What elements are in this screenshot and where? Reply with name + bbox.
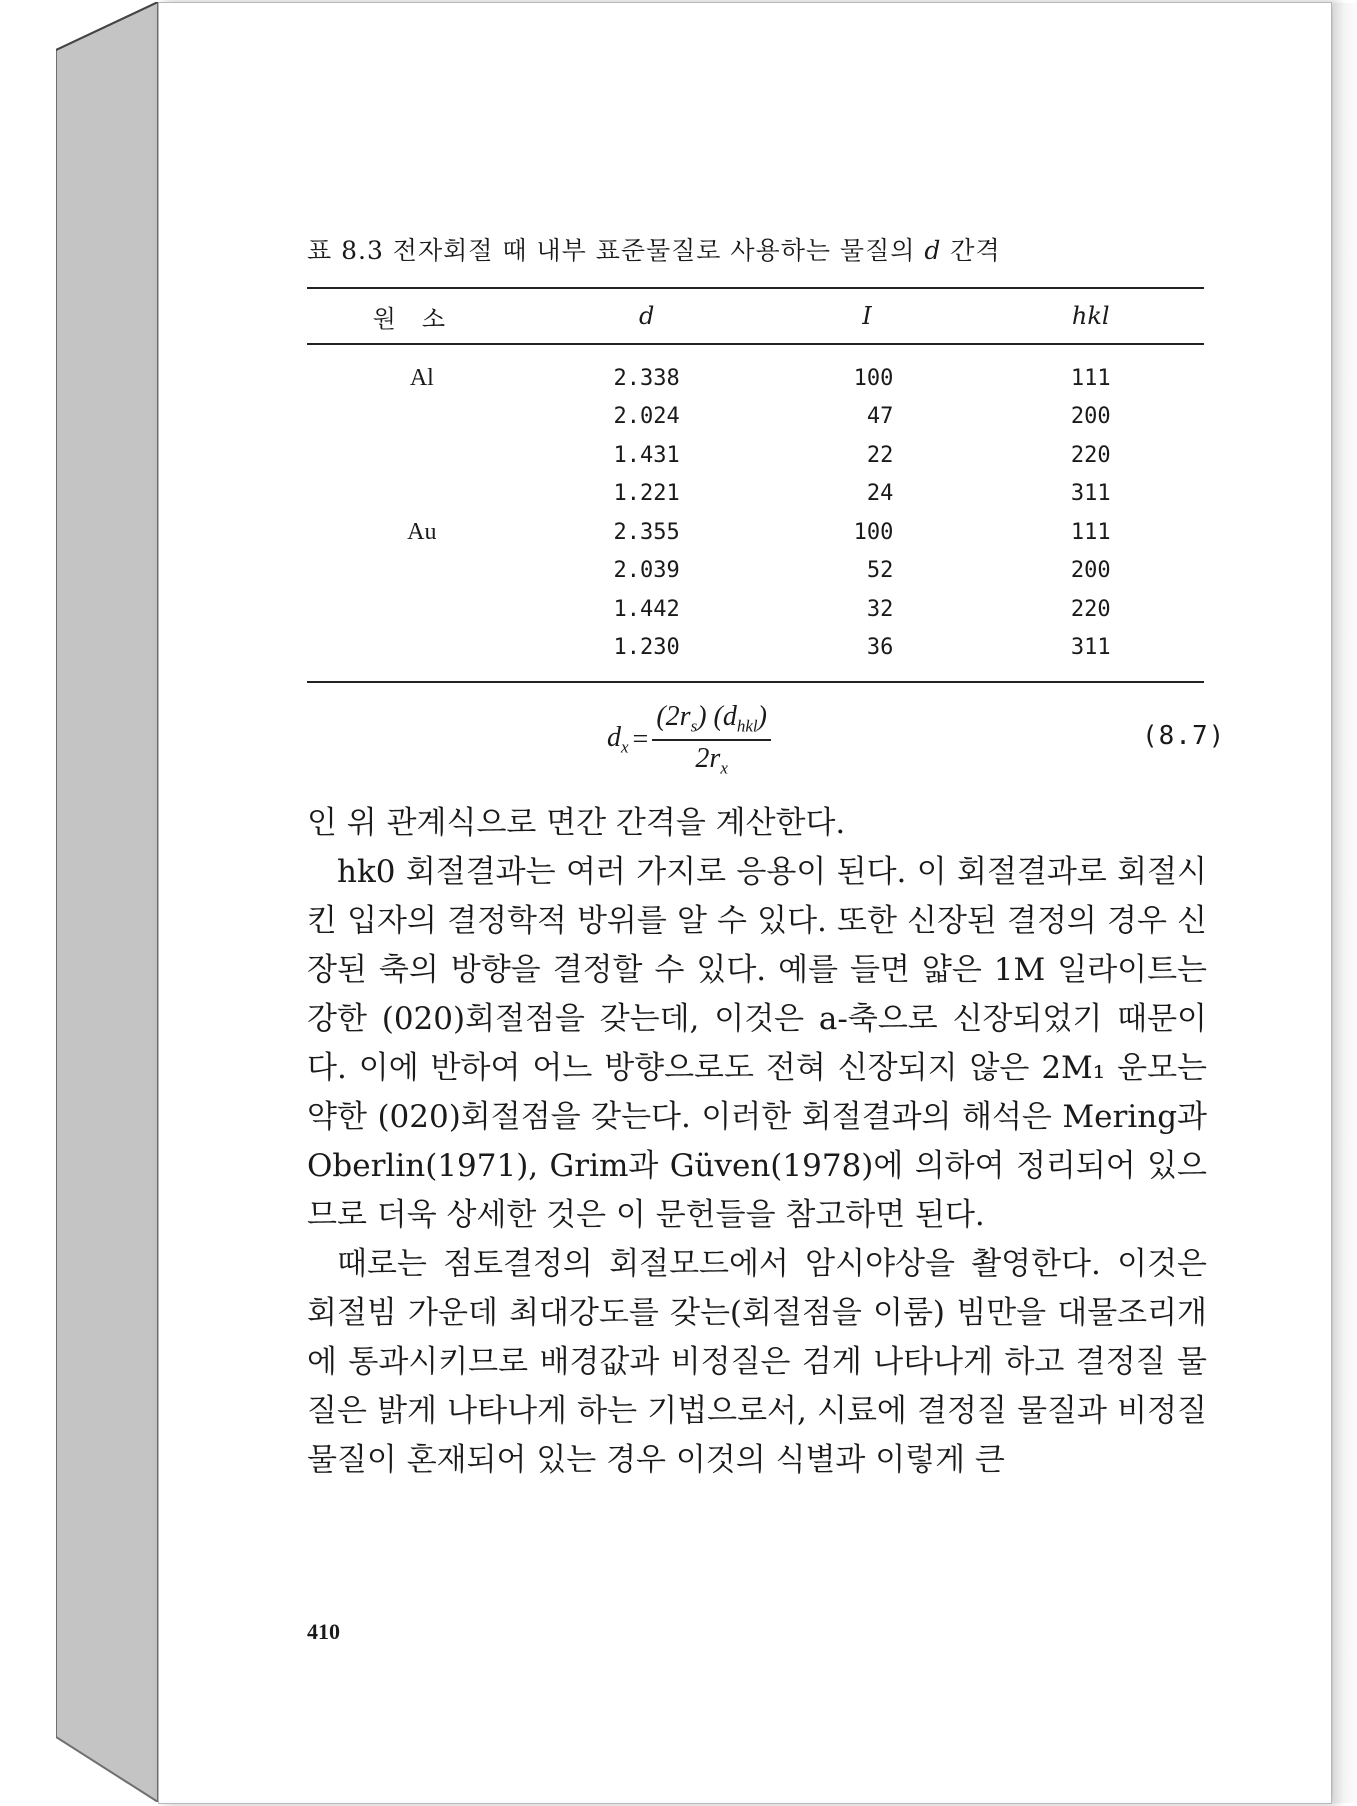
cell-intensity: 52 — [866, 558, 894, 584]
paragraph: hk0 회절결과는 여러 가지로 응용이 된다. 이 회절결과로 회절시킨 입자의 결정학적 방위를 알 수 있다. 또한 신장된 결정의 경우 신장된 축의 방향을 결정할 수 있다. 예를 들면 얇은 1M 일라이트는 강한 (020)회절점을 갖는데, 이것은 a-축으로 신장되었기 때문이다. 이에 반하여 어느 방향으로도 전혀 신장되지 않은 2M₁ 운모는 약한 (020)회절점을 갖는다. 이러한 회절결과의 해석은 Mering과 Oberlin(1971), Grim과 Güven(1978)에 의하여 정리되어 있으므로 더욱 상세한 것은 이 문헌들을 참고하면 된다. — [307, 854, 1207, 1233]
cell-d: 1.221 — [613, 481, 680, 507]
table-row — [307, 552, 1204, 591]
cell-element — [307, 398, 537, 437]
cell-hkl: 311 — [977, 629, 1204, 683]
equation-number: (8.7) — [1142, 721, 1226, 751]
paragraph: 때로는 점토결정의 회절모드에서 암시야상을 촬영한다. 이것은 회절빔 가운데 최대강도를 갖는(회절점을 이룸) 빔만을 대물조리개에 통과시키므로 배경값과 비정질은 검게 나타나게 하고 결정질 물질은 밝게 나타나게 하는 기법으로서, 시료에 결정질 물질과 비정질 물질이 혼재되어 있는 경우 이것의 식별과 이렇게 큰 — [307, 1246, 1207, 1478]
cell-element: Al — [409, 364, 434, 391]
equation-lhs: $d_x$ — [607, 721, 629, 757]
cell-element: Au — [407, 518, 437, 545]
table-row — [307, 590, 1204, 629]
cell-element — [307, 475, 537, 514]
cell-element — [307, 552, 537, 591]
equation-equals: = — [632, 723, 649, 755]
cell-d: 1.431 — [613, 442, 680, 468]
d-spacing-table — [307, 287, 1204, 683]
cell-d: 2.024 — [613, 404, 680, 430]
table-row — [307, 344, 1204, 398]
cell-hkl: 111 — [1070, 519, 1111, 545]
table-caption — [307, 231, 1001, 267]
cell-intensity: 32 — [866, 596, 894, 622]
cell-d: 2.039 — [613, 558, 680, 584]
table-header-row — [307, 288, 1204, 344]
cell-hkl: 200 — [1070, 558, 1111, 584]
cell-hkl: 111 — [1070, 365, 1111, 391]
table-row — [307, 475, 1204, 514]
body-text — [307, 799, 1207, 1485]
page-number: 410 — [307, 1619, 340, 1644]
header-element: 원소 — [307, 288, 537, 344]
book-spine — [56, 2, 160, 1802]
cell-element — [307, 590, 537, 629]
equation-8-7 — [607, 701, 771, 778]
cell-element — [307, 629, 537, 683]
cell-d: 2.355 — [613, 519, 680, 545]
cell-d: 2.338 — [613, 365, 680, 391]
cell-hkl: 220 — [1070, 596, 1111, 622]
cell-d: 1.442 — [613, 596, 680, 622]
header-hkl: hkl — [977, 288, 1204, 344]
cell-intensity: 47 — [866, 404, 894, 430]
caption-prefix: 표 8.3 전자회절 때 내부 표준물질로 사용하는 물질의 — [307, 236, 925, 265]
header-d: d — [537, 288, 757, 344]
caption-suffix: 간격 — [941, 236, 1001, 265]
equation-numerator: $(2r_s)$ $(d_{hkl})$ — [652, 701, 771, 741]
cell-intensity: 100 — [853, 519, 894, 545]
page-edge-shadow — [1333, 3, 1357, 1803]
table-row — [307, 436, 1204, 475]
cell-element — [307, 436, 537, 475]
cell-intensity: 24 — [866, 481, 894, 507]
equation-fraction — [652, 701, 771, 778]
cell-hkl: 220 — [1070, 442, 1111, 468]
table-row — [307, 398, 1204, 437]
table-row — [307, 629, 1204, 683]
book-page — [158, 2, 1332, 1804]
cell-intensity: 22 — [866, 442, 894, 468]
caption-variable: d — [924, 236, 942, 265]
cell-hkl: 200 — [1070, 404, 1111, 430]
cell-intensity: 36 — [757, 629, 978, 683]
cell-d: 1.230 — [537, 629, 757, 683]
cell-hkl: 311 — [1070, 481, 1111, 507]
equation-denominator: $2r_x$ — [695, 742, 728, 778]
table-row — [307, 513, 1204, 552]
cell-intensity: 100 — [853, 365, 894, 391]
paragraph: 인 위 관계식으로 면간 간격을 계산한다. — [307, 805, 846, 841]
header-intensity: I — [757, 288, 978, 344]
